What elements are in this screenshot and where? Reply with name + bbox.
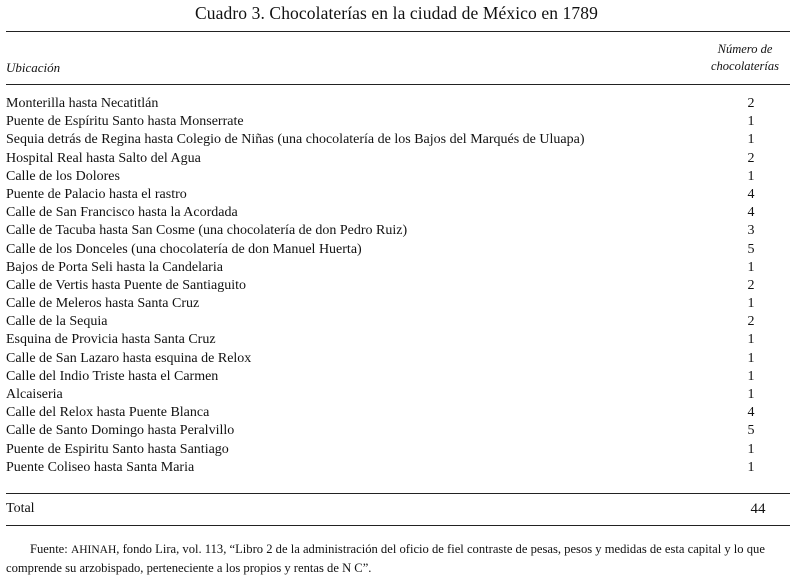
table-row <box>6 441 790 459</box>
row-count: 1 <box>747 296 755 312</box>
row-location: Calle de los Donceles (una chocolatería de don Manuel Huerta) <box>6 241 362 257</box>
row-location: Calle de Tacuba hasta San Cosme (una chocolatería de don Pedro Ruiz) <box>6 223 408 239</box>
row-count: 1 <box>747 387 755 402</box>
table-row <box>6 459 790 477</box>
total-label: Total <box>6 501 35 516</box>
table-row <box>6 386 790 404</box>
row-count: 1 <box>747 332 755 348</box>
row-location: Calle de Santo Domingo hasta Peralvillo <box>6 423 235 439</box>
row-count: 1 <box>747 368 755 384</box>
row-count: 1 <box>747 259 755 275</box>
table-row <box>6 95 790 113</box>
row-location: Hospital Real hasta Salto del Agua <box>6 150 201 166</box>
table-row <box>6 222 790 240</box>
row-location: Calle de Vertis hasta Puente de Santiaguito <box>6 277 247 293</box>
table-body <box>6 95 790 477</box>
table-row <box>6 113 790 131</box>
row-count: 2 <box>747 314 755 330</box>
total-row <box>6 500 790 518</box>
header-rule <box>6 84 790 85</box>
row-count: 2 <box>747 277 755 293</box>
row-count: 5 <box>747 423 755 439</box>
row-location: Puente de Palacio hasta el rastro <box>6 186 187 202</box>
row-location: Calle de San Lazaro hasta esquina de Relox <box>6 350 252 366</box>
source-prefix: Fuente: <box>30 542 71 556</box>
table-title: Cuadro 3. Chocolaterías en la ciudad de México en 1789 <box>195 3 598 23</box>
source-note <box>6 540 792 577</box>
row-count: 2 <box>747 150 755 166</box>
row-count: 3 <box>747 223 755 239</box>
row-location: Bajos de Porta Seli hasta la Candelaria <box>6 259 223 275</box>
table-row <box>6 368 790 386</box>
table-row <box>6 313 790 331</box>
row-location: Puente de Espíritu Santo hasta Monserrate <box>6 114 244 130</box>
row-count: 1 <box>747 114 755 130</box>
table-row <box>6 350 790 368</box>
row-count: 4 <box>747 205 755 221</box>
count-column-header <box>700 41 790 75</box>
table-row <box>6 150 790 168</box>
row-location: Calle de Meleros hasta Santa Cruz <box>6 296 200 312</box>
table-row <box>6 404 790 422</box>
table-row <box>6 277 790 295</box>
row-location: Puente Coliseo hasta Santa Maria <box>6 459 195 475</box>
row-count: 1 <box>747 441 755 457</box>
row-count: 1 <box>747 132 755 148</box>
total-value: 44 <box>750 501 766 517</box>
table-row <box>6 168 790 186</box>
source-text: , fondo Lira, vol. 113, “Libro 2 de la administración del oficio de fiel contraste de pesas, pesos y medidas de esta capital y lo que comprende su arzobispado, perteneciente a los propios y rentas de N C”. <box>6 542 765 575</box>
table-row <box>6 131 790 149</box>
row-location: Calle de San Francisco hasta la Acordada <box>6 205 238 221</box>
row-location: Esquina de Provicia hasta Santa Cruz <box>6 332 216 348</box>
row-location: Calle del Relox hasta Puente Blanca <box>6 405 210 421</box>
row-location: Calle del Indio Triste hasta el Carmen <box>6 368 219 384</box>
count-header-line2: chocolaterías <box>710 59 780 73</box>
row-count: 5 <box>747 241 755 257</box>
row-location: Alcaiseria <box>6 387 63 402</box>
table-row <box>6 204 790 222</box>
row-count: 1 <box>747 168 755 184</box>
row-location: Calle de la Sequia <box>6 314 108 330</box>
table-row <box>6 186 790 204</box>
table-row <box>6 295 790 313</box>
row-count: 1 <box>747 459 755 475</box>
table-row <box>6 241 790 259</box>
row-count: 1 <box>747 350 755 366</box>
row-location: Monterilla hasta Necatitlán <box>6 96 159 111</box>
top-rule <box>6 31 790 32</box>
table-row <box>6 422 790 440</box>
table-row <box>6 259 790 277</box>
row-location: Puente de Espiritu Santo hasta Santiago <box>6 441 229 457</box>
source-archive: AHINAH <box>70 544 117 556</box>
total-rule <box>6 493 790 494</box>
row-count: 4 <box>747 405 755 421</box>
bottom-rule <box>6 525 790 526</box>
row-location: Sequia detrás de Regina hasta Colegio de Niñas (una chocolatería de los Bajos del Marqués de Uluapa) <box>6 132 585 148</box>
row-count: 2 <box>747 96 755 111</box>
row-count: 4 <box>747 186 755 202</box>
row-location: Calle de los Dolores <box>6 168 120 184</box>
location-column-header: Ubicación <box>6 60 61 75</box>
count-header-line1: Número de <box>717 42 773 56</box>
table-row <box>6 331 790 349</box>
